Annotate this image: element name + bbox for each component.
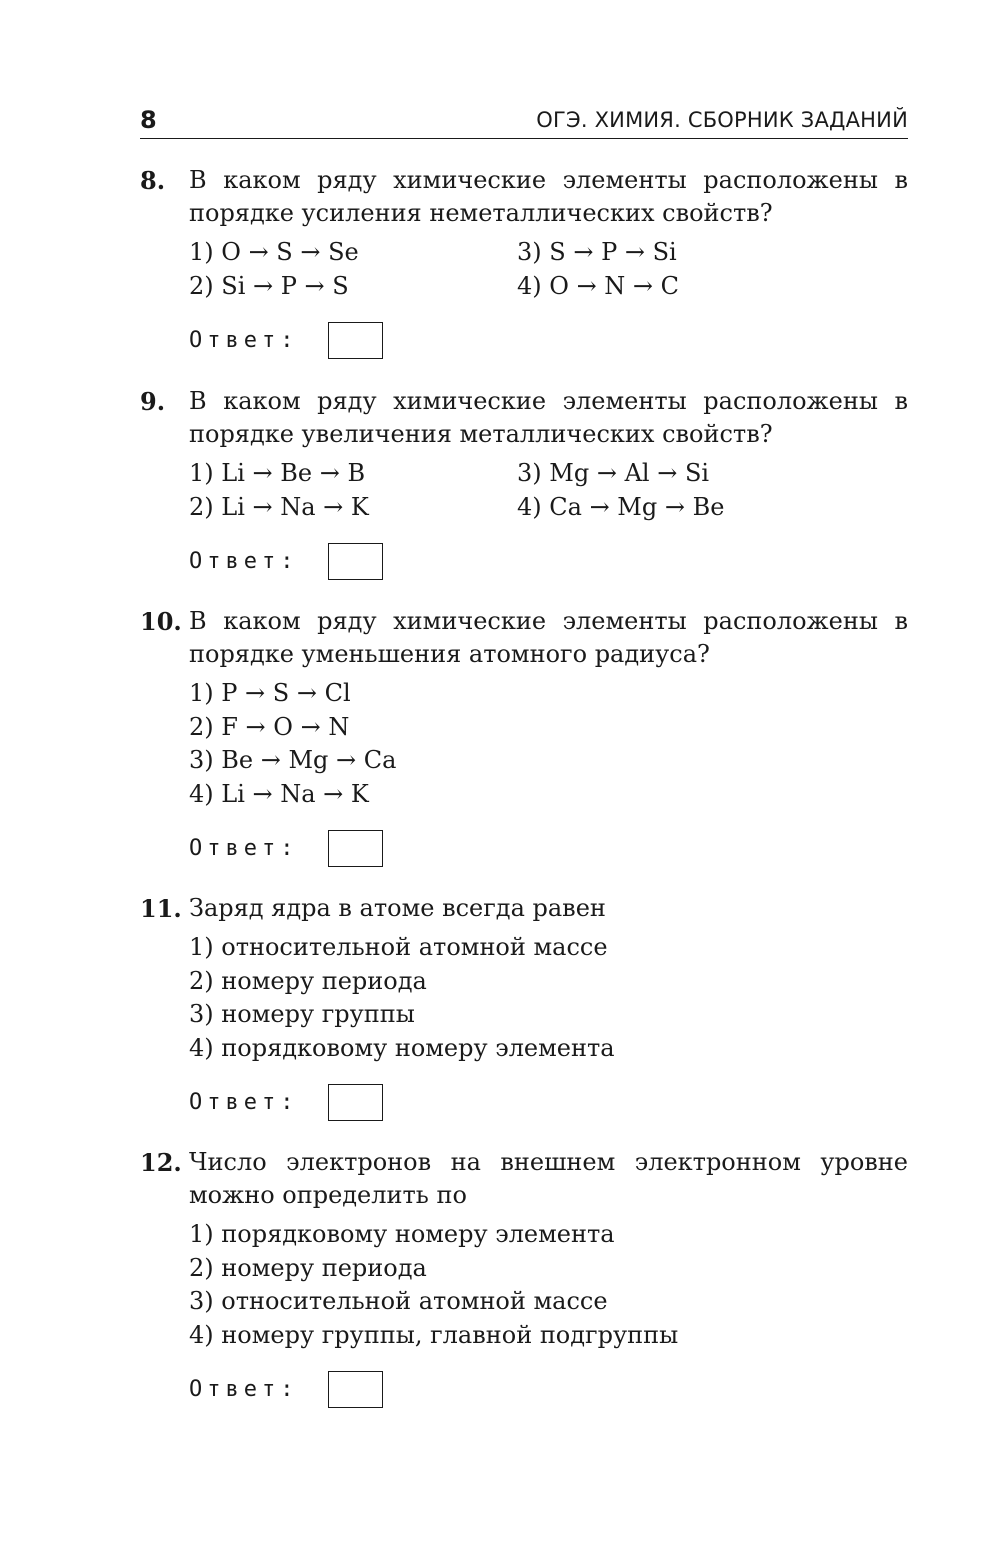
answer-label: Ответ: [189,1376,299,1402]
task-number: 11. [140,894,182,923]
task-number: 8. [140,166,166,195]
option-4: 4) порядковому номеру элемента [189,1033,615,1062]
answer-box[interactable] [328,322,383,359]
answer-row [189,541,908,581]
answer-box[interactable] [328,543,383,580]
question-text: В каком ряду химические элементы расположены в порядке уменьшения атомного радиуса? [189,607,908,668]
running-title: ОГЭ. ХИМИЯ. СБОРНИК ЗАДАНИЙ [536,108,908,132]
answer-box[interactable] [328,830,383,867]
task-body [189,605,908,868]
option-1: 1) P → S → Cl [189,679,351,707]
answer-row [189,1369,908,1409]
question-text: Число электронов на внешнем электронном уровне можно определить по [189,1148,908,1209]
answer-label: Ответ: [189,835,299,861]
option-2: 2) Li → Na → K [189,492,369,521]
option-1: 1) O → S → Se [189,238,359,266]
question-text: Заряд ядра в атоме всегда равен [189,894,606,922]
option-4: 4) номеру группы, главной подгруппы [189,1320,679,1349]
option-1: 1) Li → Be → B [189,459,366,487]
option-1: 1) порядковому номеру элемента [189,1220,615,1248]
task-number: 12. [140,1148,182,1177]
answer-row [189,828,908,868]
answer-box[interactable] [328,1084,383,1121]
task-body [189,1146,908,1409]
page [140,0,908,1552]
answer-label: Ответ: [189,327,299,353]
task-body [189,385,908,581]
option-3: 3) Mg → Al → Si [517,459,710,487]
question-text: В каком ряду химические элементы расположены в порядке увеличения металлических свойств? [189,387,908,448]
option-3: 3) S → P → Si [517,238,677,266]
option-3: 3) относительной атомной массе [189,1287,608,1315]
answer-row [189,320,908,360]
page-header [140,104,908,139]
options [189,457,908,524]
option-3: 3) номеру группы [189,1000,415,1028]
option-4: 4) Ca → Mg → Be [517,492,725,521]
option-4: 4) O → N → C [517,271,680,300]
answer-row [189,1082,908,1122]
option-2: 2) F → O → N [189,712,350,741]
option-4: 4) Li → Na → K [189,779,369,808]
options [189,677,908,811]
question-text: В каком ряду химические элементы расположены в порядке усиления неметаллических свойств? [189,166,908,227]
page-number: 8 [140,106,157,134]
option-1: 1) относительной атомной массе [189,933,608,961]
task-number: 10. [140,607,182,636]
answer-box[interactable] [328,1371,383,1408]
answer-label: Ответ: [189,1089,299,1115]
task-number: 9. [140,387,166,416]
option-2: 2) Si → P → S [189,271,349,300]
task-body [189,892,908,1122]
option-2: 2) номеру периода [189,966,427,995]
options [189,931,908,1065]
task-body [189,164,908,360]
answer-label: Ответ: [189,548,299,574]
options [189,1218,908,1352]
option-3: 3) Be → Mg → Ca [189,746,397,774]
options [189,236,908,303]
option-2: 2) номеру периода [189,1253,427,1282]
